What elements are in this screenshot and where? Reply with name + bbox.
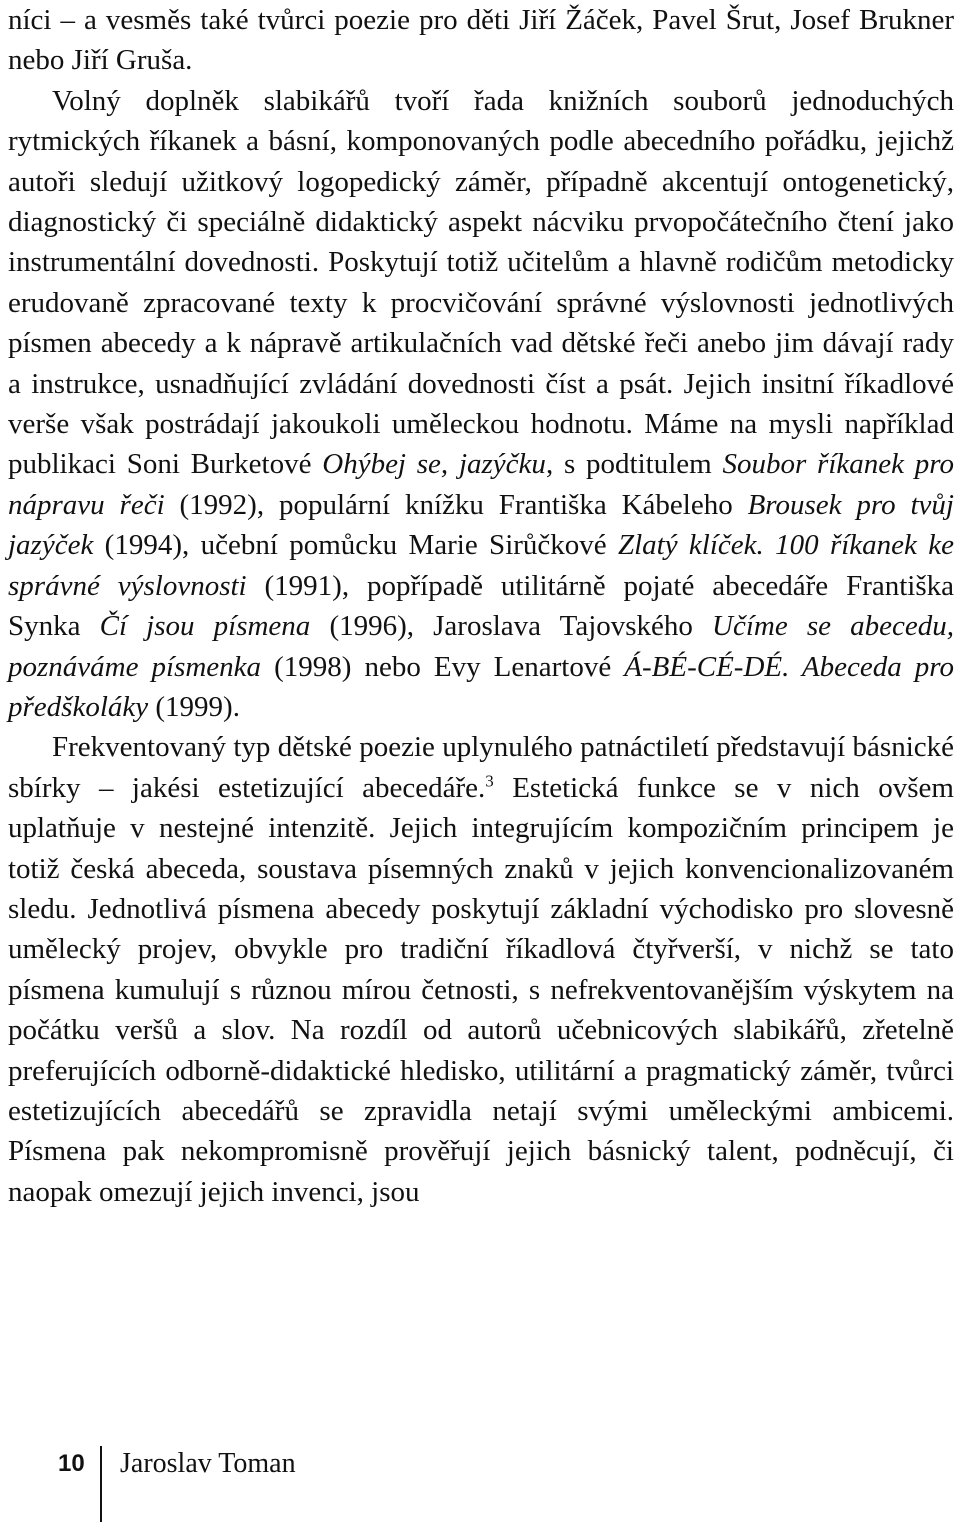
text-run: (1994), učební pomůcku Marie Sirůčkové [93, 529, 618, 562]
italic-title: Soubor říkanek pro nápravu řeči [8, 448, 955, 521]
text-run: (1996), Jaroslava Tajovského [310, 610, 713, 643]
italic-title: Zlatý klíček. 100 říkanek ke správné výslovnosti [8, 529, 954, 602]
italic-title: Brousek pro tvůj jazýček [8, 488, 954, 562]
footer-divider [100, 1446, 102, 1522]
page-number: 10 [58, 1450, 85, 1477]
running-author: Jaroslav Toman [120, 1448, 296, 1479]
italic-title: Ohýbej se, jazýčku [322, 448, 546, 481]
text-run: , s podtitulem [545, 448, 723, 481]
footnote-marker: 3 [485, 771, 494, 791]
paragraph [8, 727, 954, 1212]
text-run: (1991), popřípadě utilitárně pojaté abecedáře Františka Synka [8, 569, 954, 643]
text-run: níci – a vesměs také tvůrci poezie pro děti Jiří Žáček, Pavel Šrut, Josef Brukner nebo Jiří Gruša. [8, 4, 954, 77]
text-run: (1999). [148, 690, 240, 723]
paragraph [8, 0, 954, 81]
text-run: (1992), populární knížku Františka Kábeleho [164, 488, 748, 521]
text-run: Estetická funkce se v nich ovšem uplatňuje v nestejné intenzitě. Jejich integrujícím kompozičním principem je totiž česká abeceda, soustava písemných znaků v jejich konvencionalizovaném sledu. Jednotlivá písmena abecedy poskytují základní východisko pro slovesně umělecký projev, obvykle pro tradiční říkadlová čtyřverší, v nichž se tato písmena kumulují s různou mírou četnosti, s nefrekventovanějším výskytem na počátku veršů a slov. Na rozdíl od autorů učebnicových slabikářů, zřetelně preferujících odborně-didaktické hledisko, utilitární a pragmatický záměr, tvůrci estetizujících abecedářů se zpravidla netají svými uměleckými ambicemi. Písmena pak nekompromisně prověřují jejich básnický talent, podněcují, či naopak omezují jejich invenci, jsou [8, 771, 954, 1208]
italic-title: Učíme se abecedu, poznáváme písmenka [8, 610, 955, 683]
text-run: (1998) nebo Evy Lenartové [261, 650, 625, 683]
paragraph [8, 81, 954, 728]
italic-title: Čí jsou písmena [99, 610, 311, 643]
text-run: Frekventovaný typ dětské poezie uplynulého patnáctiletí představují básnické sbírky – jakési estetizující abecedáře. [8, 731, 954, 804]
page-footer [58, 1446, 296, 1522]
italic-title: Á-BÉ-CÉ-DÉ. Abeceda pro předškoláky [8, 650, 954, 723]
text-run: Volný doplněk slabikářů tvoří řada knižních souborů jednoduchých rytmických říkanek a básní, komponovaných podle abecedního pořádku, jejichž autoři sledují užitkový logopedický záměr, případně akcentují ontogenetický, diagnostický či speciálně didaktický aspekt nácviku prvopočátečního čtení jako instrumentální dovednosti. Poskytují totiž učitelům a hlavně rodičům metodicky erudovaně zpracované texty k procvičování správné výslovnosti jednotlivých písmen abecedy a k nápravě artikulačních vad dětské řeči anebo jim dávají rady a instrukce, usnadňující zvládání dovednosti číst a psát. Jejich insitní říkadlové verše však postrádají jakoukoli uměleckou hodnotu. Máme na mysli například publikaci Soni Burketové [8, 84, 954, 481]
page-body [8, 0, 954, 1212]
